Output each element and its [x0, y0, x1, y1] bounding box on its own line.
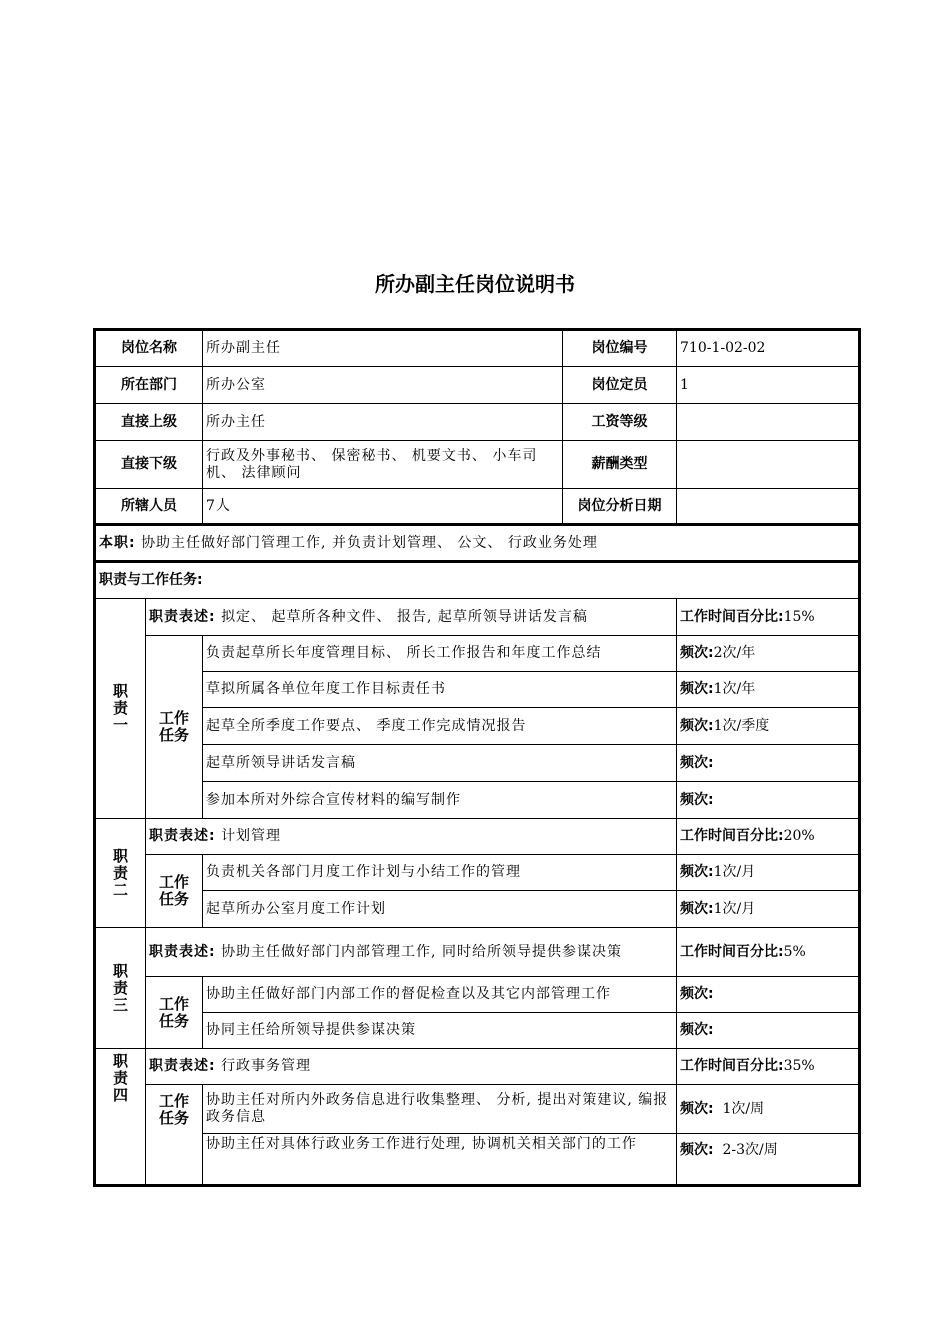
field-label: 岗位编号 — [563, 330, 677, 367]
duty-desc: 行政事务管理 — [221, 1058, 312, 1074]
pct-label: 工作时间百分比: — [680, 828, 784, 844]
task-text: 起草全所季度工作要点、 季度工作完成情况报告 — [203, 708, 677, 745]
freq-label: 频次: — [680, 754, 714, 771]
pct-value: 5% — [783, 943, 806, 960]
task-row — [95, 745, 860, 782]
task-row — [95, 672, 860, 708]
freq-label: 频次: — [680, 1142, 714, 1158]
field-value: 所办主任 — [203, 404, 563, 441]
basic-row — [95, 367, 860, 404]
freq-value: 1次/季度 — [713, 717, 770, 734]
task-row — [95, 782, 860, 819]
pct-label: 工作时间百分比: — [680, 608, 784, 625]
task-label: 工作 任务 — [146, 977, 203, 1049]
field-value: 1 — [677, 367, 860, 404]
duty-desc-label: 职责表述: — [149, 608, 216, 625]
field-label: 工资等级 — [563, 404, 677, 441]
freq-label: 频次: — [680, 645, 714, 661]
task-text: 协助主任做好部门内部工作的督促检查以及其它内部管理工作 — [203, 977, 677, 1013]
pct-value: 35% — [783, 1058, 815, 1074]
task-row — [95, 977, 860, 1013]
field-label: 直接上级 — [95, 404, 203, 441]
task-text: 负责机关各部门月度工作计划与小结工作的管理 — [203, 855, 677, 891]
task-row — [95, 891, 860, 928]
field-label: 直接下级 — [95, 441, 203, 489]
basic-row — [95, 441, 860, 489]
freq-value: 1次/月 — [713, 900, 756, 917]
pct-label: 工作时间百分比: — [680, 1058, 784, 1074]
task-row — [95, 1134, 860, 1186]
pct-value: 15% — [783, 608, 815, 625]
freq-label: 频次: — [680, 986, 714, 1002]
basic-row — [95, 489, 860, 525]
basic-row — [95, 404, 860, 441]
freq-value: 1次/年 — [713, 681, 756, 697]
duty-name: 职 责 二 — [95, 819, 146, 928]
task-row — [95, 636, 860, 672]
task-label: 工作 任务 — [146, 1085, 203, 1186]
freq-value: 2-3次/周 — [722, 1142, 778, 1158]
task-row — [95, 855, 860, 891]
pct-label: 工作时间百分比: — [680, 943, 784, 960]
field-label: 岗位名称 — [95, 330, 203, 367]
field-value — [677, 404, 860, 441]
main-duty-label: 本职: — [99, 534, 136, 551]
freq-value: 1次/周 — [722, 1100, 765, 1117]
duty-desc-label: 职责表述: — [149, 943, 216, 960]
task-row — [95, 1013, 860, 1049]
duties-heading-row — [95, 562, 860, 599]
field-label: 所辖人员 — [95, 489, 203, 525]
task-text: 参加本所对外综合宣传材料的编写制作 — [203, 782, 677, 819]
field-value — [677, 441, 860, 489]
freq-value: 2次/年 — [713, 645, 756, 661]
main-duty-row — [95, 525, 860, 562]
duty-desc-label: 职责表述: — [149, 828, 216, 844]
freq-label: 频次: — [680, 900, 714, 917]
field-value: 行政及外事秘书、 保密秘书、 机要文书、 小车司机、 法律顾问 — [203, 441, 563, 489]
task-text: 协助主任对具体行政业务工作进行处理, 协调机关相关部门的工作 — [203, 1134, 677, 1186]
freq-label: 频次: — [680, 864, 714, 880]
task-label: 工作 任务 — [146, 636, 203, 819]
task-row — [95, 708, 860, 745]
pct-value: 20% — [783, 828, 815, 844]
freq-label: 频次: — [680, 1022, 714, 1038]
duty-desc: 计划管理 — [221, 828, 282, 844]
task-label: 工作 任务 — [146, 855, 203, 928]
field-label: 岗位定员 — [563, 367, 677, 404]
field-value — [677, 489, 860, 525]
duty-desc-row — [95, 1049, 860, 1085]
task-row — [95, 1085, 860, 1134]
task-text: 负责起草所长年度管理目标、 所长工作报告和年度工作总结 — [203, 636, 677, 672]
field-value: 所办副主任 — [203, 330, 563, 367]
task-text: 起草所办公室月度工作计划 — [203, 891, 677, 928]
duties-heading: 职责与工作任务: — [95, 562, 860, 599]
task-text: 协同主任给所领导提供参谋决策 — [203, 1013, 677, 1049]
duty-desc-row — [95, 599, 860, 636]
basic-row — [95, 330, 860, 367]
page-title: 所办副主任岗位说明书 — [375, 272, 575, 296]
duty-name: 职 责 四 — [95, 1049, 146, 1186]
freq-label: 频次: — [680, 681, 714, 697]
duty-name: 职 责 一 — [95, 599, 146, 819]
duty-desc-label: 职责表述: — [149, 1058, 216, 1074]
freq-label: 频次: — [680, 1100, 714, 1117]
field-label: 薪酬类型 — [563, 441, 677, 489]
duty-name: 职 责 三 — [95, 928, 146, 1049]
field-value: 7人 — [203, 489, 563, 525]
task-text: 起草所领导讲话发言稿 — [203, 745, 677, 782]
field-label: 岗位分析日期 — [563, 489, 677, 525]
duty-desc-row — [95, 819, 860, 855]
task-text: 草拟所属各单位年度工作目标责任书 — [203, 672, 677, 708]
job-description-table — [93, 328, 861, 1187]
duty-desc: 拟定、 起草所各种文件、 报告, 起草所领导讲话发言稿 — [221, 608, 588, 625]
duty-desc-row — [95, 928, 860, 977]
field-value: 710-1-02-02 — [677, 330, 860, 367]
field-value: 所办公室 — [203, 367, 563, 404]
field-label: 所在部门 — [95, 367, 203, 404]
freq-value: 1次/月 — [713, 864, 756, 880]
freq-label: 频次: — [680, 791, 714, 808]
duty-desc: 协助主任做好部门内部管理工作, 同时给所领导提供参谋决策 — [221, 943, 622, 960]
main-duty-value: 协助主任做好部门管理工作, 并负责计划管理、 公文、 行政业务处理 — [141, 534, 598, 551]
task-text: 协助主任对所内外政务信息进行收集整理、 分析, 提出对策建议, 编报政务信息 — [203, 1085, 677, 1134]
freq-label: 频次: — [680, 717, 714, 734]
